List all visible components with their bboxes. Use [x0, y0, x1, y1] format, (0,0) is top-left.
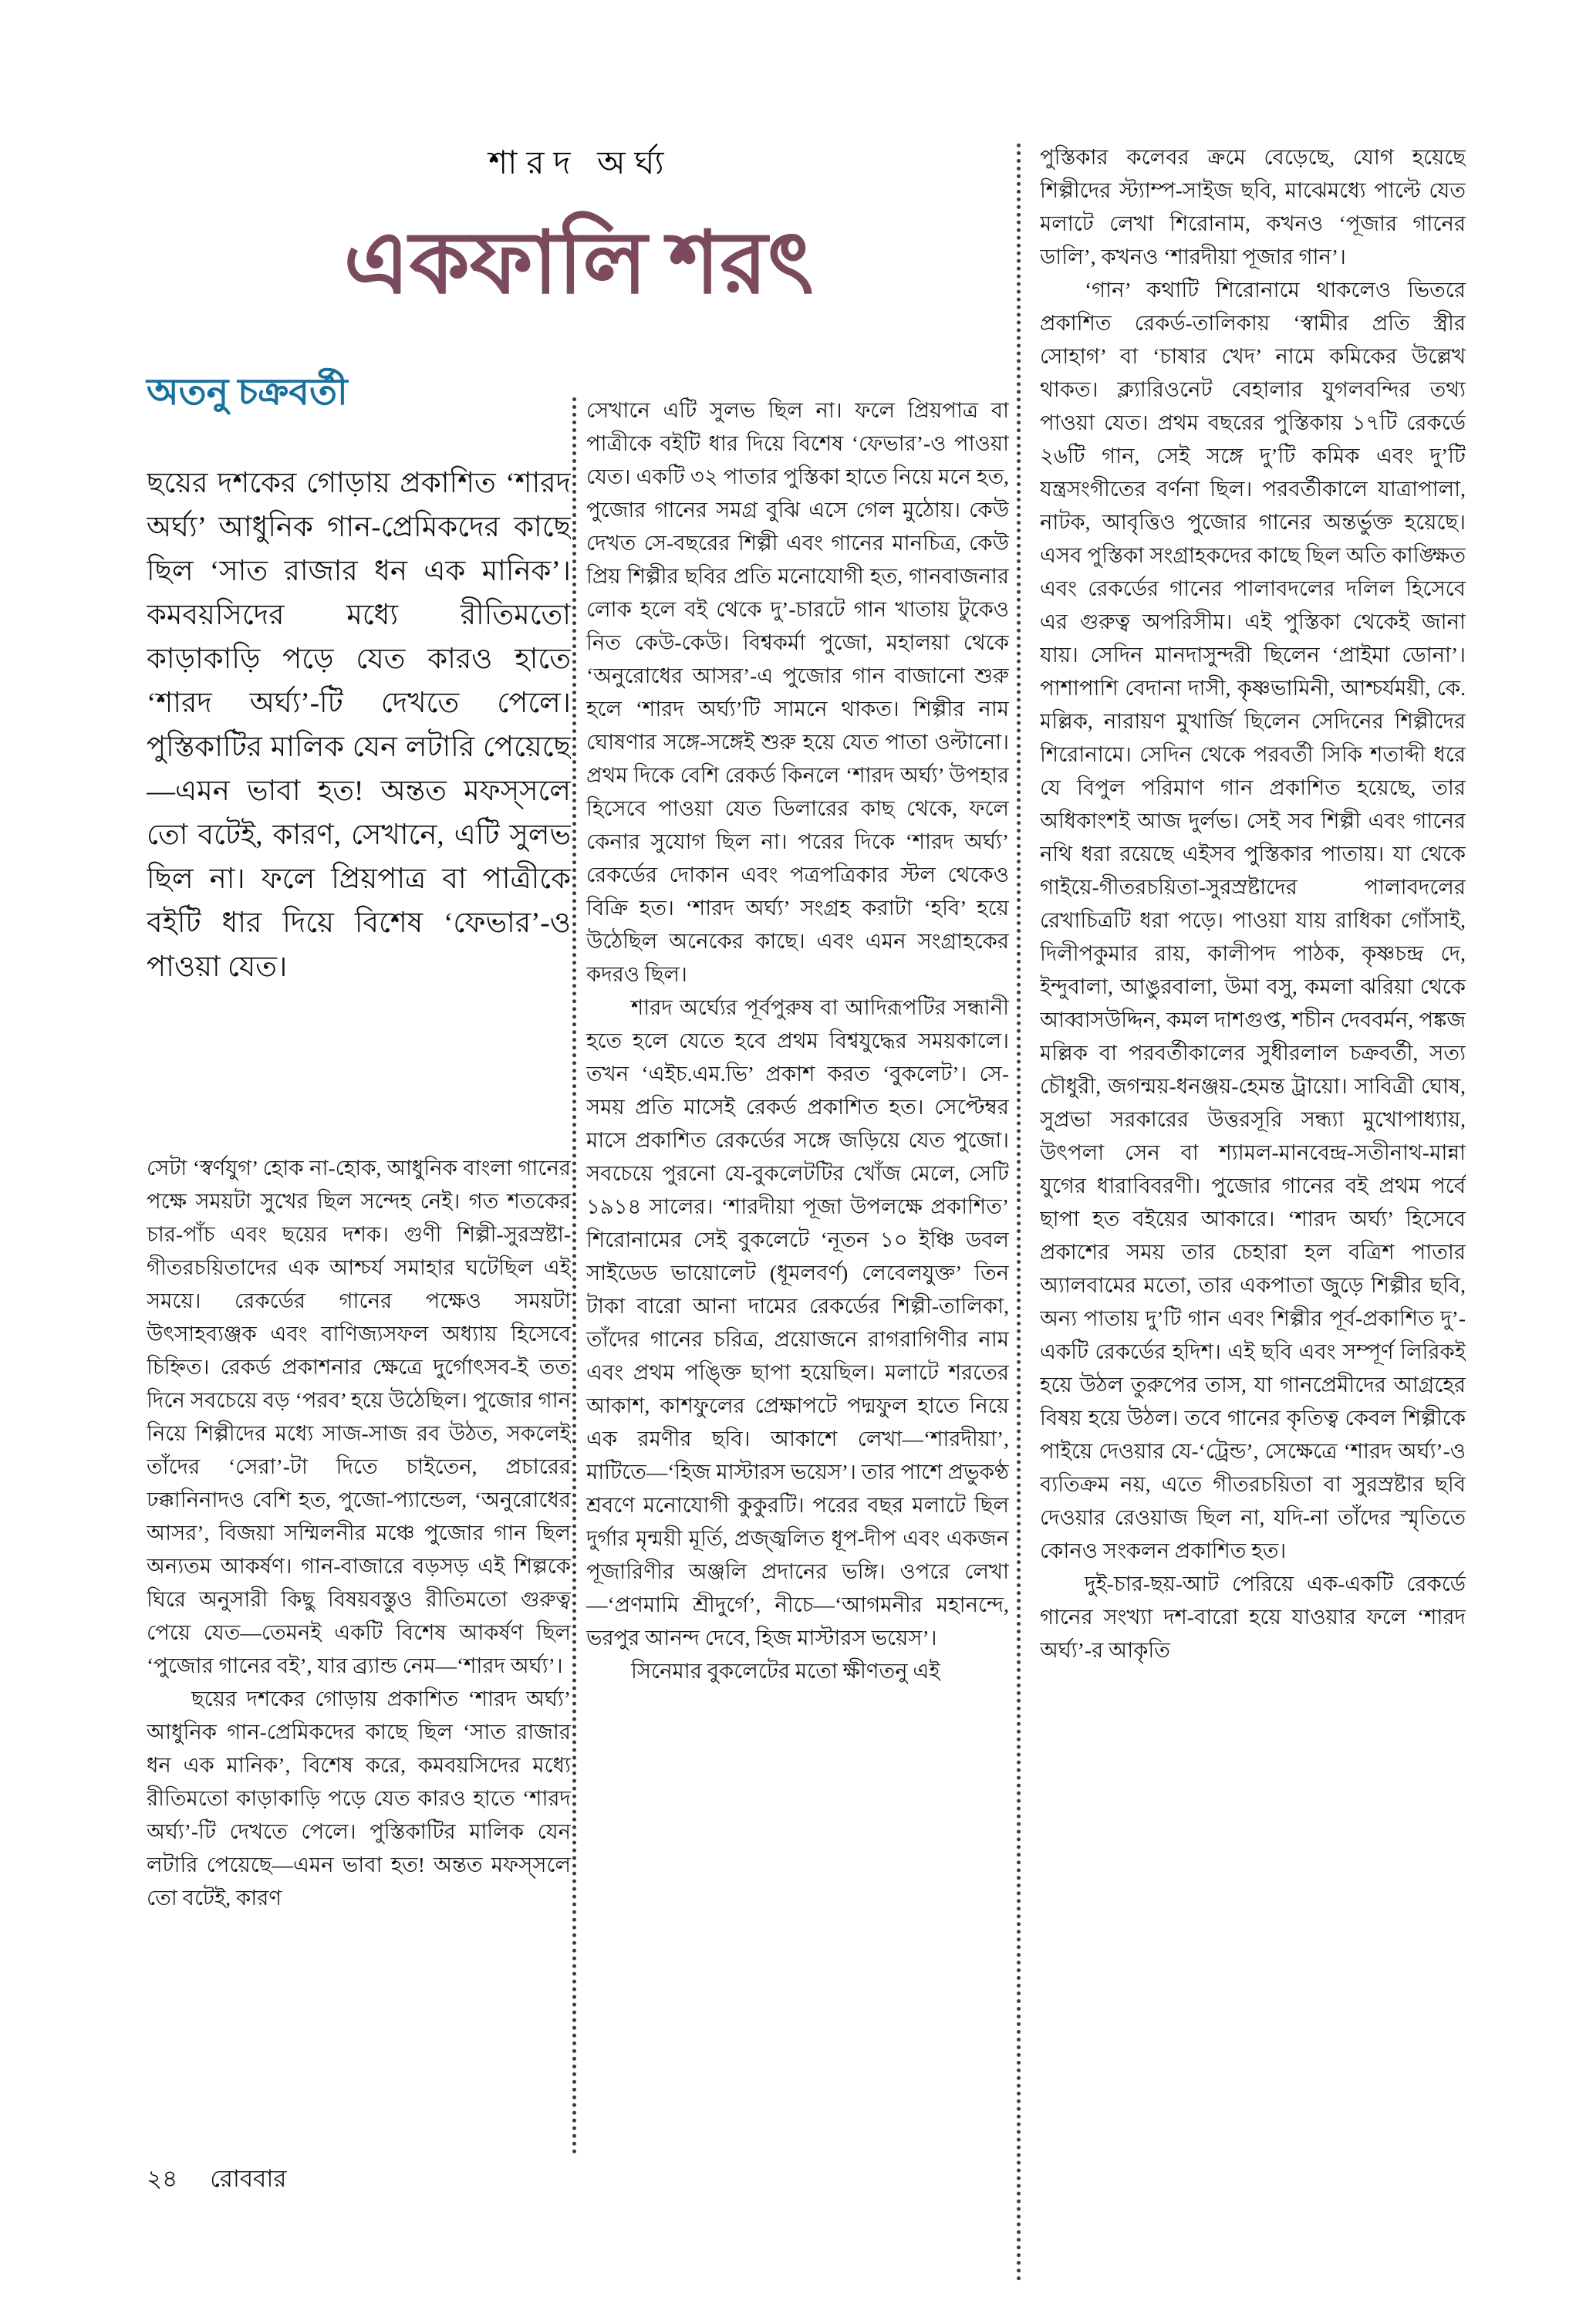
body-paragraph: দুই-চার-ছয়-আট পেরিয়ে এক-একটি রেকর্ডে গানের সংখ্যা দশ-বারো হয়ে যাওয়ার ফলে ‘শারদ অর্ঘ্য’-র আকৃতি — [1040, 1572, 1466, 1662]
body-paragraph: শারদ অর্ঘ্যের পূর্বপুরুষ বা আদিরূপটির সন্ধানী হতে হলে যেতে হবে প্রথম বিশ্বযুদ্ধের সময়কালে। তখন ‘এইচ.এম.ভি’ প্রকাশ করত ‘বুকলেট’। সে-সময় প্রতি মাসেই রেকর্ড প্রকাশিত হত। সেপ্টেম্বর মাসে প্রকাশিত রেকর্ডের সঙ্গে জড়িয়ে যেত পুজো। সবচেয়ে পুরনো যে-বুকলেটটির খোঁজ মেলে, সেটি ১৯১৪ সালের। ‘শারদীয়া পূজা উপলক্ষে প্রকাশিত’ শিরোনামের সেই বুকলেটে ‘নূতন ১০ ইঞ্চি ডবল সাইডেড ভায়োলেট (ধূমলবর্ণ) লেবেলযুক্ত’ তিন টাকা বারো আনা দামের রেকর্ডের শিল্পী-তালিকা, তাঁদের গানের চরিত্র, প্রয়োজনে রাগরাগিণীর নাম এবং প্রথম পঙ্ক্তি ছাপা হয়েছিল। মলাটে শরতের আকাশ, কাশফুলের প্রেক্ষাপটে পদ্মফুল হাতে নিয়ে এক রমণীর ছবি। আকাশে লেখা—‘শারদীয়া’, মাটিতে—‘হিজ মাস্টারস ভয়েস’। তার পাশে প্রভুকণ্ঠ শ্রবণে মনোযোগী কুকুরটি। পরের বছর মলাটে ছিল দুর্গার মৃন্ময়ী মূর্তি, প্রজ্জ্বলিত ধূপ-দীপ এবং একজন পূজারিণীর অঞ্জলি প্রদানের ভঙ্গি। ওপরে লেখা—‘প্রণমামি শ্রীদুর্গে’, নীচে—‘আগমনীর মহানন্দে, ভরপুর আনন্দ দেবে, হিজ মাস্টারস ভয়েস’। — [586, 995, 1009, 1650]
column-2-body — [586, 394, 1009, 2160]
body-paragraph: সেখানে এটি সুলভ ছিল না। ফলে প্রিয়পাত্র বা পাত্রীকে বইটি ধার দিয়ে বিশেষ ‘ফেভার’-ও পাওয়া যেত। একটি ৩২ পাতার পুস্তিকা হাতে নিয়ে মনে হত, পুজোর গানের সমগ্র বুঝি এসে গেল মুঠোয়। কেউ দেখত সে-বছরের শিল্পী এবং গানের মানচিত্র, কেউ প্রিয় শিল্পীর ছবির প্রতি মনোযোগী হত, গানবাজনার লোক হলে বই থেকে দু’-চারটে গান খাতায় টুকেও নিত কেউ-কেউ। বিশ্বকর্মা পুজো, মহালয়া থেকে ‘অনুরোধের আসর’-এ পুজোর গান বাজানো শুরু হলে ‘শারদ অর্ঘ্য’টি সামনে থাকত। শিল্পীর নাম ঘোষণার সঙ্গে-সঙ্গেই শুরু হয়ে যেত পাতা ওল্টানো। প্রথম দিকে বেশি রেকর্ড কিনলে ‘শারদ অর্ঘ্য’ উপহার হিসেবে পাওয়া যেত ডিলারের কাছ থেকে, ফলে কেনার সুযোগ ছিল না। পরের দিকে ‘শারদ অর্ঘ্য’ রেকর্ডের দোকান এবং পত্রপত্রিকার স্টল থেকেও বিক্রি হত। ‘শারদ অর্ঘ্য’ সংগ্রহ করাটা ‘হবি’ হয়ে উঠেছিল অনেকের কাছে। এবং এমন সংগ্রাহকের কদরও ছিল। — [586, 398, 1009, 986]
author-byline: অতনু চক্রবর্তী — [147, 372, 348, 413]
body-paragraph: পুস্তিকার কলেবর ক্রমে বেড়েছে, যোগ হয়েছে শিল্পীদের স্ট্যাম্প-সাইজ ছবি, মাঝেমধ্যে পাল্টে যেত মলাটে লেখা শিরোনাম, কখনও ‘পূজার গানের ডালি’, কখনও ‘শারদীয়া পূজার গান’। — [1040, 145, 1466, 269]
body-paragraph: ‘গান’ কথাটি শিরোনামে থাকলেও ভিতরে প্রকাশিত রেকর্ড-তালিকায় ‘স্বামীর প্রতি স্ত্রীর সোহাগ’ বা ‘চাষার খেদ’ নামে কমিকের উল্লেখ থাকত। ক্ল্যারিওনেট বেহালার যুগলবন্দির তথ্য পাওয়া যেত। প্রথম বছরের পুস্তিকায় ১৭টি রেকর্ডে ২৬টি গান, সেই সঙ্গে দু’টি কমিক এবং দু’টি যন্ত্রসংগীতের বর্ণনা ছিল। পরবর্তীকালে যাত্রাপালা, নাটক, আবৃত্তিও পুজোর গানের অন্তর্ভুক্ত হয়েছে। এসব পুস্তিকা সংগ্রাহকদের কাছে ছিল অতি কাঙ্ক্ষিত এবং রেকর্ডের গানের পালাবদলের দলিল হিসেবে এর গুরুত্ব অপরিসীম। এই পুস্তিকা থেকেই জানা যায়। সেদিন মানদাসুন্দরী ছিলেন ‘প্রাইমা ডোনা’। পাশাপাশি বেদানা দাসী, কৃষ্ণভামিনী, আশ্চর্যময়ী, কে. মল্লিক, নারায়ণ মুখার্জি ছিলেন সেদিনের শিল্পীদের শিরোনামে। সেদিন থেকে পরবর্তী সিকি শতাব্দী ধরে যে বিপুল পরিমাণ গান প্রকাশিত হয়েছে, তার অধিকাংশই আজ দুর্লভ। সেই সব শিল্পী এবং গানের নথি ধরা রয়েছে এইসব পুস্তিকার পাতায়। যা থেকে গাইয়ে-গীতরচয়িতা-সুরস্রষ্টাদের পালাবদলের রেখাচিত্রটি ধরা পড়ে। পাওয়া যায় রাধিকা গোঁসাই, দিলীপকুমার রায়, কালীপদ পাঠক, কৃষ্ণচন্দ্র দে, ইন্দুবালা, আঙুরবালা, উমা বসু, কমলা ঝরিয়া থেকে আব্বাসউদ্দিন, কমল দাশগুপ্ত, শচীন দেববর্মন, পঙ্কজ মল্লিক বা পরবর্তীকালের সুধীরলাল চক্রবর্তী, সত্য চৌধুরী, জগন্ময়-ধনঞ্জয়-হেমন্ত ট্রায়ো। সাবিত্রী ঘোষ, সুপ্রভা সরকারের উত্তরসূরি সন্ধ্যা মুখোপাধ্যায়, উৎপলা সেন বা শ্যামল-মানবেন্দ্র-সতীনাথ-মান্না যুগের ধারাবিবরণী। পুজোর গানের বই প্রথম পর্বে ছাপা হত বইয়ের আকারে। ‘শারদ অর্ঘ্য’ হিসেবে প্রকাশের সময় তার চেহারা হল বত্রিশ পাতার অ্যালবামের মতো, তার একপাতা জুড়ে শিল্পীর ছবি, অন্য পাতায় দু’টি গান এবং শিল্পীর পূর্ব-প্রকাশিত দু’-একটি রেকর্ডের হদিশ। এই ছবি এবং সম্পূর্ণ লিরিকই হয়ে উঠল তুরুপের তাস, যা গানপ্রেমীদের আগ্রহের বিষয় হয়ে উঠল। তবে গানের কৃতিত্ব কেবল শিল্পীকে পাইয়ে দেওয়ার যে-‘ট্রেন্ড’, সেক্ষেত্রে ‘শারদ অর্ঘ্য’-ও ব্যতিক্রম নয়, এতে গীতরচয়িতা বা সুরস্রষ্টার ছবি দেওয়ার রেওয়াজ ছিল না, যদি-না তাঁদের স্মৃতিতে কোনও সংকলন প্রকাশিত হত। — [1040, 278, 1466, 1562]
column-divider-right — [1017, 144, 1021, 2282]
page-footer — [147, 2160, 286, 2201]
column-3-body — [1040, 140, 1466, 2255]
column-divider-left — [572, 397, 576, 2155]
page-number: ২৪ — [147, 2165, 178, 2192]
body-paragraph: ছয়ের দশকের গোড়ায় প্রকাশিত ‘শারদ অর্ঘ্য’ আধুনিক গান-প্রেমিকদের কাছে ছিল ‘সাত রাজার ধন এক মানিক’, বিশেষ করে, কমবয়সিদের মধ্যে রীতিমতো কাড়াকাড়ি পড়ে যেত কারও হাতে ‘শারদ অর্ঘ্য’-টি দেখতে পেলে। পুস্তিকাটির মালিক যেন লটারি পেয়েছে—এমন ভাবা হত! অন্তত মফস্সলে তো বটেই, কারণ — [147, 1687, 571, 1910]
section-kicker: শারদ অর্ঘ্য — [488, 146, 673, 181]
magazine-name: রোববার — [210, 2165, 287, 2192]
column-1-body — [147, 1151, 571, 2154]
article-title: একফালি শরৎ — [343, 216, 814, 312]
body-paragraph: সিনেমার বুকলেটের মতো ক্ষীণতনু এই — [631, 1659, 940, 1683]
lead-paragraph: ছয়ের দশকের গোড়ায় প্রকাশিত ‘শারদ অর্ঘ্য’ আধুনিক গান-প্রেমিকদের কাছে ছিল ‘সাত রাজার ধন এক মানিক’। কমবয়সিদের মধ্যে রীতিমতো কাড়াকাড়ি পড়ে যেত কারও হাতে ‘শারদ অর্ঘ্য’-টি দেখতে পেলে। পুস্তিকাটির মালিক যেন লটারি পেয়েছে—এমন ভাবা হত! অন্তত মফস্সলে তো বটেই, কারণ, সেখানে, এটি সুলভ ছিল না। ফলে প্রিয়পাত্র বা পাত্রীকে বইটি ধার দিয়ে বিশেষ ‘ফেভার’-ও পাওয়া যেত। — [147, 468, 571, 983]
body-paragraph: সেটা ‘স্বর্ণযুগ’ হোক না-হোক, আধুনিক বাংলা গানের পক্ষে সময়টা সুখের ছিল সন্দেহ নেই। গত শতকের চার-পাঁচ এবং ছয়ের দশক। গুণী শিল্পী-সুরস্রষ্টা-গীতরচয়িতাদের এক আশ্চর্য সমাহার ঘটেছিল এই সময়ে। রেকর্ডের গানের পক্ষেও সময়টা উৎসাহব্যঞ্জক এবং বাণিজ্যসফল অধ্যায় হিসেবে চিহ্নিত। রেকর্ড প্রকাশনার ক্ষেত্রে দুর্গোৎসব-ই তত দিনে সবচেয়ে বড় ‘পরব’ হয়ে উঠেছিল। পুজোর গান নিয়ে শিল্পীদের মধ্যে সাজ-সাজ রব উঠত, সকলেই তাঁদের ‘সেরা’-টা দিতে চাইতেন, প্রচারের ঢক্কানিনাদও বেশি হত, পুজো-প্যান্ডেল, ‘অনুরোধের আসর’, বিজয়া সম্মিলনীর মঞ্চে পুজোর গান ছিল অন্যতম আকর্ষণ। গান-বাজারে বড়সড় এই শিল্পকে ঘিরে অনুসারী কিছু বিষয়বস্তুও রীতিমতো গুরুত্ব পেয়ে যেত—তেমনই একটি বিশেষ আকর্ষণ ছিল ‘পুজোর গানের বই’, যার ব্র্যান্ড নেম—‘শারদ অর্ঘ্য’। — [147, 1156, 571, 1677]
